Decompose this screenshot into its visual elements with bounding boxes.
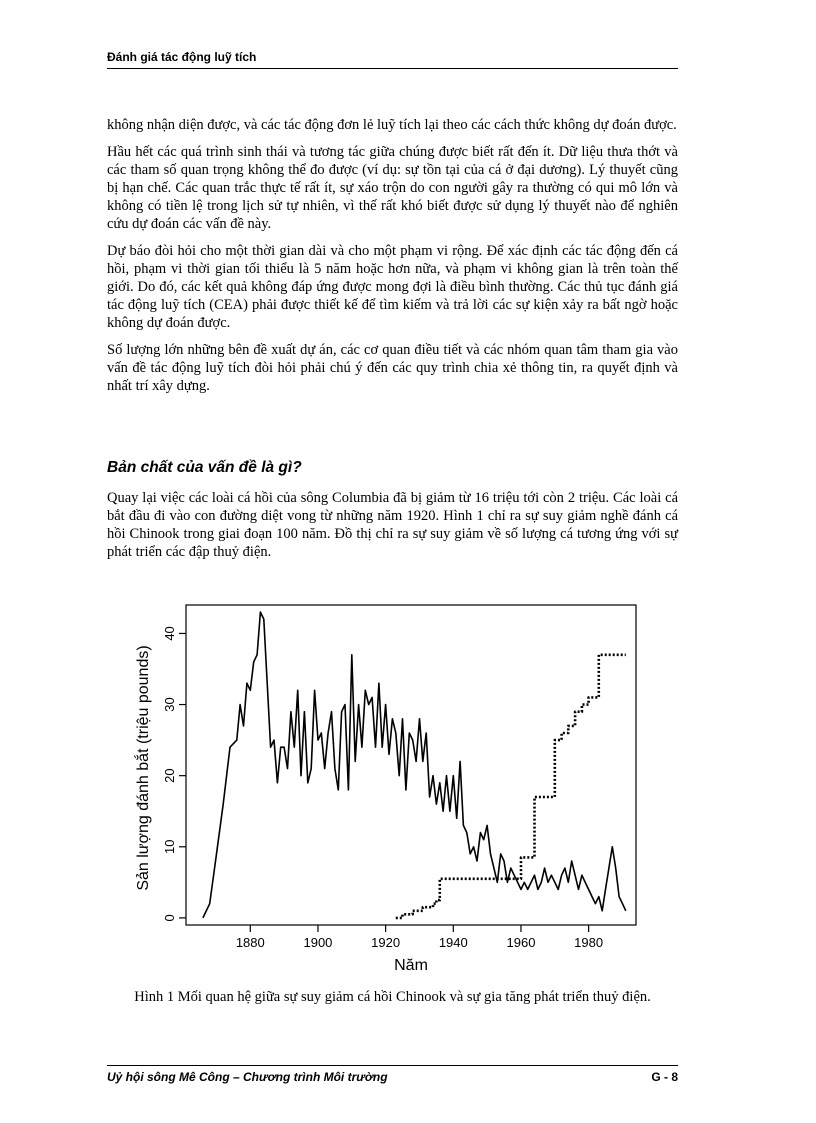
y-tick-label: 30 — [162, 697, 177, 712]
paragraph: Quay lại việc các loài cá hồi của sông Columbia đã bị giảm từ 16 triệu tới còn 2 triệu. Các loài cá bắt đầu đi vào con đường diệt vong từ những năm 1920. Hình 1 chỉ ra sự suy giảm nghề đánh cá hồi Chinook trong giai đoạn 100 năm. Đồ thị chỉ ra sự suy giảm về số lượng cá tương ứng với sự phát triển các đập thuỷ điện. — [107, 490, 678, 560]
x-tick-label: 1920 — [371, 935, 401, 950]
y-tick-label: 0 — [162, 914, 177, 922]
x-tick-label: 1900 — [303, 935, 333, 950]
section-heading: Bản chất của vấn đề là gì? — [107, 459, 302, 476]
footer-rule — [107, 1065, 678, 1066]
section-body — [107, 489, 678, 570]
hydropower-series-line — [396, 655, 626, 918]
x-tick-label: 1960 — [506, 935, 536, 950]
catch-series-line — [203, 612, 626, 918]
y-tick-label: 40 — [162, 626, 177, 641]
paragraph: Dự báo đòi hỏi cho một thời gian dài và cho một phạm vi rộng. Để xác định các tác động đến cá hồi, phạm vi thời gian tối thiểu là 5 năm hoặc hơn nữa, và phạm vi không gian là trên toàn thế giới. Do đó, các kết quả không đáp ứng được mong đợi là điều bình thường. Các thủ tục đánh giá tác động luỹ tích (CEA) phải được thiết kế để tìm kiếm và trả lời các sự kiện xảy ra bất ngờ hoặc không dự đoán được. — [107, 243, 678, 331]
paragraph: Hầu hết các quá trình sinh thái và tương tác giữa chúng được biết rất đến ít. Dữ liệu thưa thớt và các tham số quan trọng không thể đo được (ví dụ: sự tồn tại của cá ở đại dương). Lý thuyết cũng bị hạn chế. Các quan trắc thực tế rất ít, sự xáo trộn do con người gây ra thường có qui mô lớn và không có tiền lệ trong lịch sử tự nhiên, vì thế rất khó biết được sử dụng lý thuyết nào để nghiên cứu dự đoán các vấn đề này. — [107, 144, 678, 232]
x-axis-label: Năm — [394, 957, 428, 974]
body-paragraphs — [107, 116, 678, 404]
page-number: G - 8 — [651, 1070, 678, 1084]
y-axis-label: Sản lượng đánh bắt (triệu pounds) — [135, 645, 152, 891]
paragraph: không nhận diện được, và các tác động đơn lẻ luỹ tích lại theo các cách thức không dự đoán được. — [107, 117, 677, 133]
x-tick-label: 1940 — [438, 935, 468, 950]
x-tick-label: 1880 — [235, 935, 265, 950]
y-tick-label: 20 — [162, 768, 177, 783]
paragraph: Số lượng lớn những bên đề xuất dự án, các cơ quan điều tiết và các nhóm quan tâm tham gia vào vấn đề tác động luỹ tích đòi hỏi phải chú ý đến các quy trình chia xẻ thông tin, ra quyết định và nhất trí xây dựng. — [107, 342, 678, 394]
x-tick-label: 1980 — [574, 935, 604, 950]
header-rule — [107, 68, 678, 69]
chart-figure — [130, 598, 650, 978]
y-tick-label: 10 — [162, 839, 177, 855]
figure-caption: Hình 1 Mối quan hệ giữa sự suy giảm cá hồi Chinook và sự gia tăng phát triển thuỷ điện. — [134, 989, 651, 1005]
salmon-catch-chart — [130, 598, 650, 978]
footer-organization: Uỷ hội sông Mê Công – Chương trình Môi trường — [107, 1070, 388, 1084]
page-header-title: Đánh giá tác động luỹ tích — [107, 50, 257, 64]
